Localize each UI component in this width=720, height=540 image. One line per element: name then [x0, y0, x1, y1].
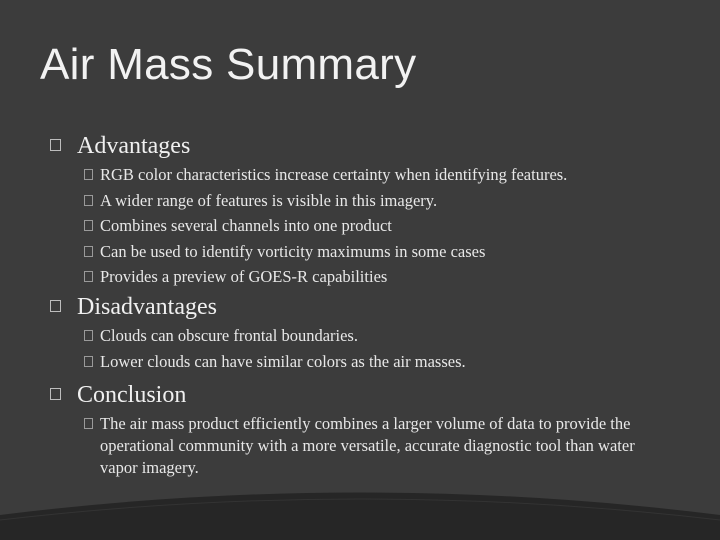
- square-bullet-icon: [50, 139, 61, 151]
- list-item-text: Clouds can obscure frontal boundaries.: [100, 326, 358, 345]
- bullet-list: [50, 325, 690, 373]
- section-label: Disadvantages: [77, 294, 217, 320]
- square-bullet-icon: [84, 271, 93, 282]
- list-item-text: Provides a preview of GOES-R capabilities: [100, 267, 388, 286]
- square-bullet-icon: [50, 388, 61, 400]
- list-item: [50, 215, 690, 237]
- section-label: Conclusion: [77, 382, 187, 408]
- square-bullet-icon: [84, 220, 93, 231]
- section-conclusion: [50, 382, 690, 483]
- list-item-text: A wider range of features is visible in this imagery.: [100, 190, 438, 210]
- list-item-text: Combines several channels into one product: [100, 216, 392, 235]
- list-item-text: The air mass product efficiently combines a larger volume of data to provide the operational community with a more versatile, accurate diagnostic tool than water vapor imagery.: [100, 414, 635, 477]
- list-item: [50, 351, 690, 373]
- list-item: [50, 325, 690, 347]
- list-item-text: Lower clouds can have similar colors as the air masses.: [100, 351, 466, 371]
- square-bullet-icon: [84, 246, 93, 257]
- list-item: [50, 266, 690, 288]
- list-item: [50, 164, 690, 186]
- square-bullet-icon: [84, 418, 93, 429]
- list-item-text: Can be used to identify vorticity maximums in some cases: [100, 241, 486, 261]
- section-heading: [50, 294, 690, 324]
- section-heading: [50, 382, 690, 412]
- list-item: [50, 190, 690, 212]
- list-item-text: RGB color characteristics increase certainty when identifying features.: [100, 165, 568, 184]
- section-disadvantages: [50, 294, 690, 376]
- square-bullet-icon: [84, 169, 93, 180]
- bullet-list: [50, 413, 690, 479]
- list-item: [50, 413, 690, 479]
- bullet-list: [50, 164, 690, 288]
- slide-title: Air Mass Summary: [40, 40, 417, 89]
- section-advantages: [50, 133, 690, 292]
- section-label: Advantages: [77, 133, 191, 159]
- square-bullet-icon: [84, 356, 93, 367]
- square-bullet-icon: [84, 330, 93, 341]
- square-bullet-icon: [50, 300, 61, 312]
- list-item: [50, 241, 690, 263]
- square-bullet-icon: [84, 195, 93, 206]
- section-heading: [50, 133, 690, 163]
